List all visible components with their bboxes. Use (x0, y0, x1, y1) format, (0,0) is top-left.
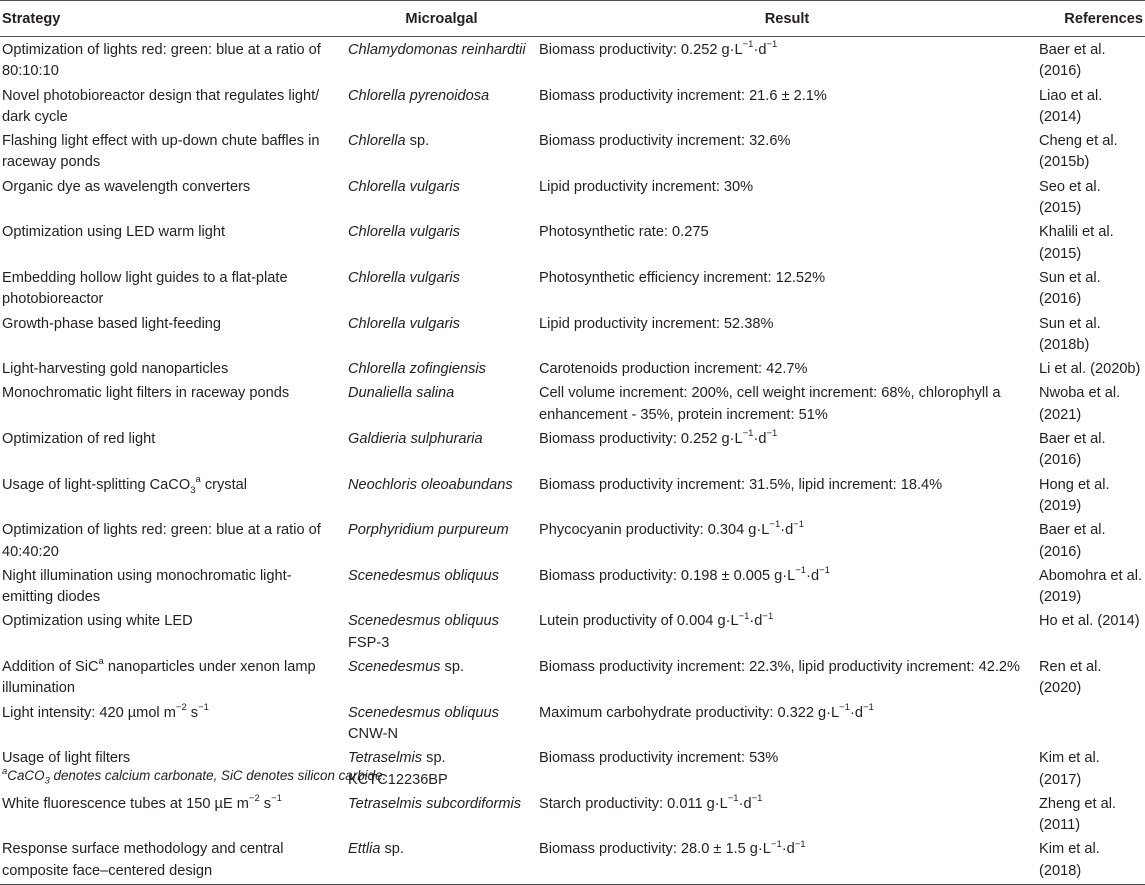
result-cell: Biomass productivity increment: 21.6 ± 2.1% (539, 87, 827, 104)
table-row (0, 608, 1145, 654)
result-cell: Biomass productivity: 0.252 $g\cdot L^{-1}\cdot d^{-1}$ (539, 428, 778, 448)
strategy-cell: Addition of SiC$^a$ nanoparticles under xenon lamp illumination (2, 656, 316, 697)
strategy-cell: Embedding hollow light guides to a flat-plate photobioreactor (2, 269, 288, 308)
result-cell: Starch productivity: 0.011 $g\cdot L^{-1}\cdot d^{-1}$ (539, 792, 763, 812)
table-row (0, 836, 1145, 884)
reference-cell: Zheng et al. (2011) (1039, 795, 1117, 834)
table-row (0, 700, 1145, 746)
table-row (0, 219, 1145, 265)
reference-cell: Abomohra et al. (2019) (1039, 567, 1143, 606)
strategy-cell: Usage of light-splitting CaCO$_3^a$ crystal (2, 473, 247, 496)
table-row (0, 174, 1145, 220)
table-row (0, 380, 1145, 426)
table-row (0, 37, 1145, 83)
table-row (0, 83, 1145, 129)
microalgal-cell: Chlamydomonas reinhardtii (348, 42, 526, 58)
result-cell: Biomass productivity increment: 53% (539, 750, 779, 767)
reference-cell: Cheng et al. (2015b) (1039, 133, 1118, 171)
reference-cell: Sun et al. (2018b) (1039, 315, 1101, 353)
header-microalgal: Microalgal (346, 1, 537, 37)
header-strategy: Strategy (0, 1, 346, 37)
result-cell: Biomass productivity: 0.252 $g\cdot L^{-1}\cdot d^{-1}$ (539, 39, 778, 58)
reference-cell: Li et al. (2020b) (1039, 361, 1141, 378)
strategy-cell: Usage of light filters (2, 750, 131, 767)
result-cell: Lipid productivity increment: 30% (539, 178, 754, 195)
strategy-cell: Organic dye as wavelength converters (2, 178, 251, 195)
table-body (0, 37, 1145, 885)
result-cell: Biomass productivity: 28.0 ± 1.5 $g\cdot L^{-1}\cdot d^{-1}$ (537, 836, 1037, 884)
strategy-cell: Night illumination using monochromatic light-emitting diodes (2, 567, 292, 606)
reference-cell: Sun et al. (2016) (1039, 269, 1101, 308)
strategy-cell: White fluorescence tubes at 150 µE $m^{-2}$ $s^{-1}$ (2, 792, 282, 812)
reference-cell: Baer et al. (2016) (1039, 522, 1106, 560)
header-references: References (1037, 1, 1145, 37)
table-row (0, 311, 1145, 357)
result-cell: Photosynthetic rate: 0.275 (539, 224, 709, 241)
header-result: Result (537, 1, 1037, 37)
strategy-cell: Light-harvesting gold nanoparticles (2, 361, 229, 378)
result-cell: Biomass productivity increment: 32.6% (539, 133, 791, 150)
microalgal-cell: Ettlia sp. (346, 836, 537, 884)
microalgal-cell: Scenedesmus obliquus CNW-N (348, 704, 499, 742)
result-cell: Phycocyanin productivity: 0.304 $g\cdot L^{-1}\cdot d^{-1}$ (539, 519, 805, 539)
strategy-cell: Light intensity: 420 µmol $m^{-2}$ $s^{-1}$ (2, 701, 209, 721)
result-cell: Maximum carbohydrate productivity: 0.322 $g\cdot L^{-1}\cdot d^{-1}$ (539, 701, 874, 721)
table-row (0, 128, 1145, 174)
table-row (0, 654, 1145, 700)
result-cell: Carotenoids production increment: 42.7% (539, 361, 808, 378)
strategy-cell: Optimization of lights red: green: blue at a ratio of 80:10:10 (2, 42, 321, 80)
table-row (0, 472, 1145, 518)
microalgal-cell: Scenedesmus obliquus (348, 567, 499, 584)
reference-cell: Seo et al. (2015) (1039, 178, 1101, 217)
result-cell: Lipid productivity increment: 52.38% (539, 315, 774, 332)
result-cell: Lutein productivity of 0.004 $g\cdot L^{-1}\cdot d^{-1}$ (539, 610, 774, 630)
strategy-cell: Optimization of lights red: green: blue at a ratio of 40:40:20 (2, 522, 321, 560)
result-cell: Photosynthetic efficiency increment: 12.52% (539, 269, 826, 286)
table-row (0, 265, 1145, 311)
microalgal-cell: Dunaliella salina (348, 385, 455, 402)
table-row (0, 426, 1145, 472)
reference-cell: Kim et al. (2018) (1037, 836, 1145, 884)
table-row (0, 517, 1145, 563)
microalgal-cell: Chlorella zofingiensis (348, 361, 486, 378)
result-cell: Cell volume increment: 200%, cell weight increment: 68%, chlorophyll a enhancement - 35%, protein increment: 51% (539, 385, 1001, 423)
table-row (0, 356, 1145, 380)
microalgal-cell: Chlorella vulgaris (348, 315, 460, 332)
table-row (0, 791, 1145, 837)
reference-cell: Hong et al. (2019) (1039, 476, 1110, 514)
microalgal-cell: Tetraselmis sp. KCTC12236BP (348, 750, 448, 788)
microalgal-cell: Scenedesmus sp. (348, 659, 465, 676)
result-cell: Biomass productivity: 0.198 ± 0.005 $g\cdot L^{-1}\cdot d^{-1}$ (539, 564, 830, 584)
microalgal-cell: Scenedesmus obliquus FSP-3 (348, 613, 499, 651)
reference-cell (1037, 700, 1145, 746)
reference-cell: Liao et al. (2014) (1039, 87, 1103, 125)
strategy-cell: Growth-phase based light-feeding (2, 315, 222, 332)
reference-cell: Khalili et al. (2015) (1039, 224, 1114, 262)
strategy-cell: Monochromatic light filters in raceway ponds (2, 385, 290, 402)
strategy-cell: Flashing light effect with up-down chute baffles in raceway ponds (2, 133, 320, 171)
microalgal-cell: Chlorella vulgaris (348, 178, 460, 195)
reference-cell: Nwoba et al. (2021) (1039, 385, 1121, 423)
strategy-cell: Optimization using white LED (2, 613, 193, 630)
strategy-cell: Novel photobioreactor design that regulates light/ dark cycle (2, 87, 320, 125)
microalgal-cell: Chlorella vulgaris (348, 224, 460, 241)
microalgal-cell: Neochloris oleoabundans (348, 476, 513, 493)
microalgal-cell: Chlorella vulgaris (348, 269, 460, 286)
strategy-cell: Response surface methodology and central composite face–centered design (0, 836, 346, 884)
reference-cell: Ren et al. (2020) (1039, 659, 1102, 697)
microalgal-cell: Chlorella sp. (348, 133, 430, 150)
microalgal-cell: Porphyridium purpureum (348, 522, 509, 539)
microalgal-cell: Tetraselmis subcordiformis (348, 795, 522, 812)
result-cell: Biomass productivity increment: 31.5%, lipid increment: 18.4% (539, 476, 943, 493)
result-cell: Biomass productivity increment: 22.3%, lipid productivity increment: 42.2% (539, 659, 1020, 676)
reference-cell: Baer et al. (2016) (1039, 431, 1106, 469)
table-footnote: $^a$CaCO$_3$ denotes calcium carbonate, SiC denotes silicon carbide. (2, 765, 387, 787)
microalgal-cell: Chlorella pyrenoidosa (348, 87, 490, 104)
strategy-cell: Optimization of red light (2, 431, 156, 448)
header-row (0, 1, 1145, 37)
reference-cell: Baer et al. (2016) (1039, 42, 1106, 80)
reference-cell: Kim et al. (2017) (1039, 750, 1100, 788)
microalgal-cell: Galdieria sulphuraria (348, 431, 483, 448)
strategy-cell: Optimization using LED warm light (2, 224, 226, 241)
table-row (0, 563, 1145, 609)
reference-cell: Ho et al. (2014) (1039, 613, 1140, 630)
